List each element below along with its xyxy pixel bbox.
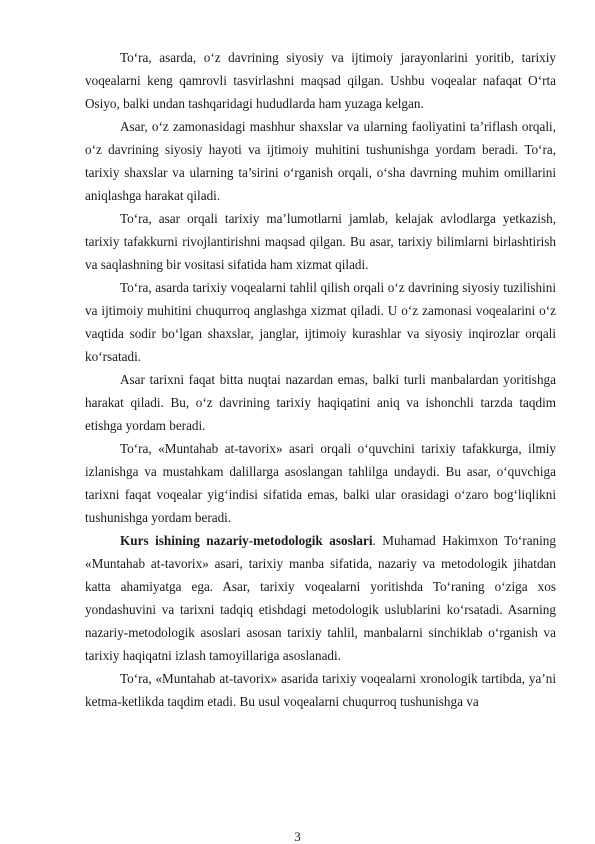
document-body <box>85 46 556 713</box>
paragraph-5: Asar tarixni faqat bitta nuqtai nazardan emas, balki turli manbalardan yoritishga harakat qiladi. Bu, o‘z davrining tarixiy haqiqatini aniq va ishonchli tarzda taqdim etishga yordam beradi. <box>85 372 556 433</box>
section-heading: Kurs ishining nazariy-metodologik asoslari <box>120 533 373 548</box>
paragraph-2: Asar, o‘z zamonasidagi mashhur shaxslar va ularning faoliyatini ta’riflash orqali, o‘z davrining siyosiy hayoti va ijtimoiy muhitini tushunishga yordam beradi. To‘ra, tarixiy shaxslar va ularning ta’sirini o‘rganish orqali, o‘sha davrning muhim omillarini aniqlashga harakat qiladi. <box>85 119 556 203</box>
section-heading-period: . <box>372 533 376 548</box>
paragraph-last: To‘ra, «Muntahab at-tavorix» asarida tarixiy voqealarni xronologik tartibda, ya’ni ketma-ketlikda taqdim etadi. Bu usul voqealarni chuqurroq tushunishga va <box>85 671 556 709</box>
section-paragraph <box>85 529 556 667</box>
page-number: 3 <box>294 829 301 844</box>
paragraph-6: To‘ra, «Muntahab at-tavorix» asari orqali o‘quvchini tarixiy tafakkurga, ilmiy izlanishga va mustahkam dalillarga asoslangan tahlilga undaydi. Bu asar, o‘quvchiga tarixni faqat voqealar yig‘indisi sifatida emas, balki ular orasidagi o‘zaro bog‘liqlikni tushunishga yordam beradi. <box>85 441 556 525</box>
section-text: Muhamad Hakimxon To‘raning «Muntahab at-tavorix» asari, tarixiy manba sifatida, nazariy va metodologik jihatdan katta ahamiyatga ega. Asar, tarixiy voqealarni yoritishda To‘raning o‘ziga xos yondashuvini va tarixni tadqiq etishdagi metodologik uslublarini ko‘rsatadi. Asarning nazariy-metodologik asoslari asosan tarixiy tahlil, manbalarni sinchiklab o‘rganish va tarixiy haqiqatni izlash tamoyillariga asoslanadi. <box>85 533 556 663</box>
paragraph-3: To‘ra, asar orqali tarixiy ma’lumotlarni jamlab, kelajak avlodlarga yetkazish, tarixiy tafakkurni rivojlantirishni maqsad qilgan. Bu asar, tarixiy bilimlarni birlashtirish va saqlashning bir vositasi sifatida ham xizmat qiladi. <box>85 211 556 272</box>
paragraph-4: To‘ra, asarda tarixiy voqealarni tahlil qilish orqali o‘z davrining siyosiy tuzilishini va ijtimoiy muhitini chuqurroq anglashga xizmat qiladi. U o‘z zamonasi voqealarini o‘z vaqtida sodir bo‘lgan shaxslar, janglar, ijtimoiy kurashlar va siyosiy inqirozlar orqali ko‘rsatadi. <box>85 280 556 364</box>
paragraph-1: To‘ra, asarda, o‘z davrining siyosiy va ijtimoiy jarayonlarini yoritib, tarixiy voqealarni keng qamrovli tasvirlashni maqsad qilgan. Ushbu voqealar nafaqat O‘rta Osiyo, balki undan tashqaridagi hududlarda ham yuzaga kelgan. <box>85 50 556 111</box>
